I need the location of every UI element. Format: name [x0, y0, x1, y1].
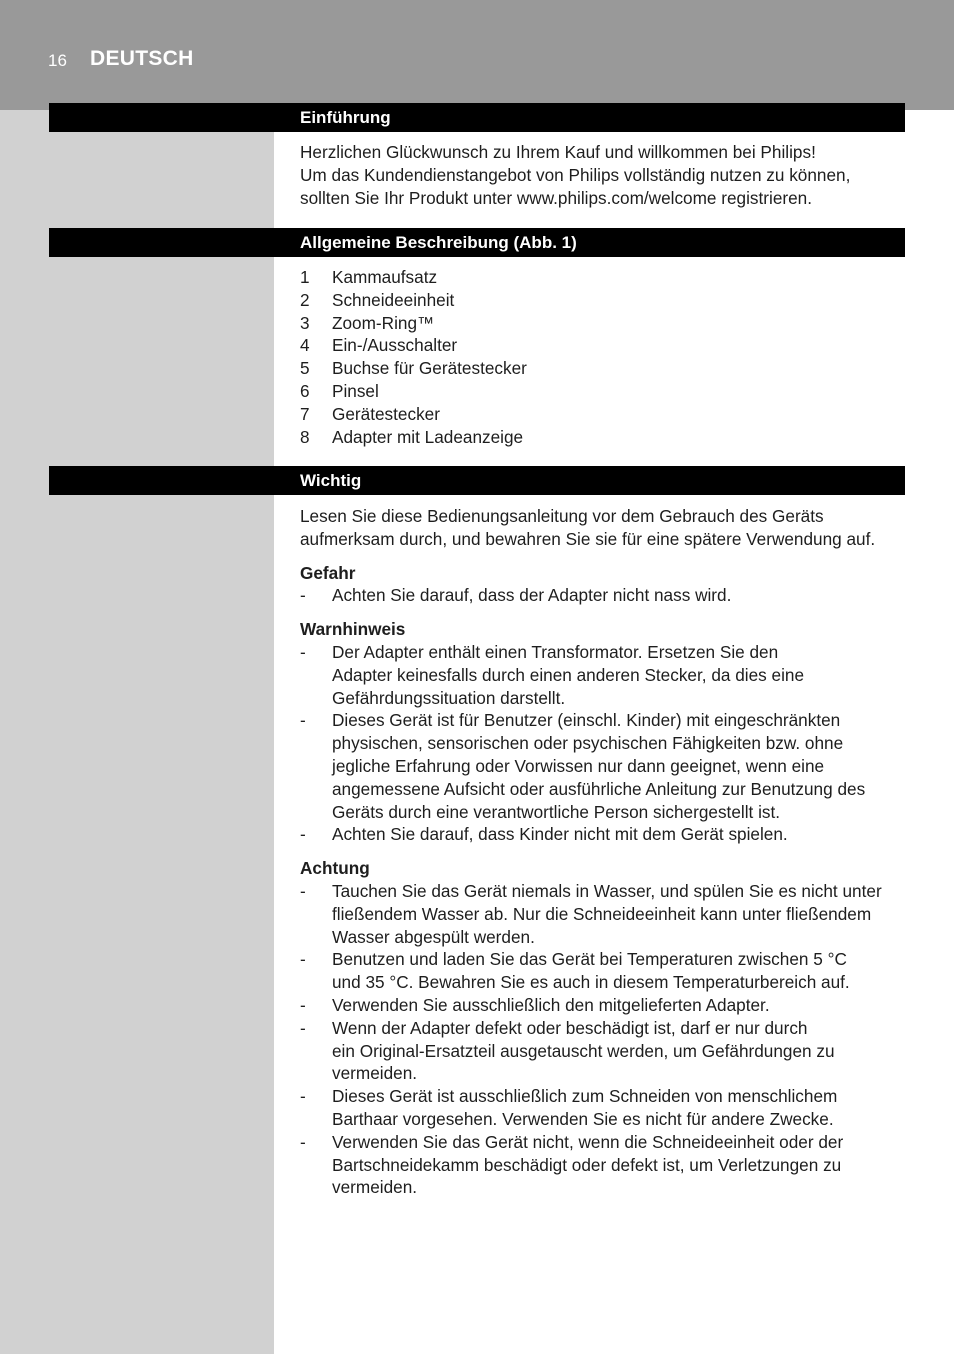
text-line: Lesen Sie diese Bedienungsanleitung vor dem Gebrauch des Geräts	[300, 506, 824, 526]
dash-bullet: -	[300, 1086, 306, 1107]
caution-heading: Achtung	[300, 858, 370, 879]
danger-heading: Gefahr	[300, 562, 356, 583]
caution-list	[300, 880, 900, 1199]
list-item	[300, 994, 900, 1017]
list-item	[300, 357, 900, 380]
left-margin-band	[0, 110, 274, 1354]
item-label: Zoom-Ring™	[332, 312, 435, 333]
text-line: Gefährdungssituation darstellt.	[332, 687, 566, 708]
section-bar-intro	[49, 103, 905, 132]
section-title: Allgemeine Beschreibung (Abb. 1)	[300, 233, 577, 252]
text-line: Verwenden Sie das Gerät nicht, wenn die Schneideeinheit oder der	[332, 1131, 844, 1152]
list-item	[300, 426, 900, 449]
text-line: Dieses Gerät ist ausschließlich zum Schneiden von menschlichem	[332, 1086, 838, 1107]
text-line: Tauchen Sie das Gerät niemals in Wasser, und spülen Sie es nicht unter	[332, 880, 882, 901]
list-item	[300, 584, 900, 607]
text-line: aufmerksam durch, und bewahren Sie sie für eine spätere Verwendung auf.	[300, 528, 876, 549]
dash-bullet: -	[300, 585, 306, 606]
section-bar-description	[49, 228, 905, 257]
text-line: Benutzen und laden Sie das Gerät bei Temperaturen zwischen 5 °C	[332, 949, 847, 970]
dash-bullet: -	[300, 824, 306, 845]
item-label: Pinsel	[332, 380, 379, 401]
list-item	[300, 334, 900, 357]
dash-bullet: -	[300, 641, 306, 662]
list-item	[300, 709, 900, 823]
dash-bullet: -	[300, 1017, 306, 1038]
item-number: 6	[300, 380, 310, 401]
item-number: 4	[300, 335, 310, 356]
list-item	[300, 312, 900, 335]
text-line: Herzlichen Glückwunsch zu Ihrem Kauf und willkommen bei Philips!	[300, 142, 816, 162]
section-bar-important	[49, 466, 905, 495]
item-label: Gerätestecker	[332, 403, 440, 424]
item-label: Buchse für Gerätestecker	[332, 358, 527, 379]
item-number: 3	[300, 312, 310, 333]
text-line: vermeiden.	[332, 1177, 418, 1198]
important-intro	[300, 505, 900, 551]
text-line: Geräts durch eine verantwortliche Person sichergestellt ist.	[332, 801, 781, 822]
item-label: Adapter mit Ladeanzeige	[332, 426, 524, 447]
text-line: Wenn der Adapter defekt oder beschädigt ist, darf er nur durch	[332, 1017, 808, 1038]
section-title: Einführung	[300, 108, 391, 127]
warning-heading: Warnhinweis	[300, 619, 406, 640]
list-item	[300, 266, 900, 289]
dash-bullet: -	[300, 710, 306, 731]
text-line: Um das Kundendienstangebot von Philips vollständig nutzen zu können,	[300, 164, 851, 185]
list-item	[300, 823, 900, 846]
text-line: angemessene Aufsicht oder ausführliche Anleitung zur Benutzung des	[332, 778, 866, 799]
intro-paragraph	[300, 141, 900, 209]
list-item	[300, 1017, 900, 1085]
text-line: Wasser abgespült werden.	[332, 926, 535, 947]
text-line: Barthaar vorgesehen. Verwenden Sie es nicht für andere Zwecke.	[332, 1108, 834, 1129]
item-number: 7	[300, 403, 310, 424]
dash-bullet: -	[300, 949, 306, 970]
list-item	[300, 380, 900, 403]
text-line: ein Original-Ersatzteil ausgetauscht werden, um Gefährdungen zu	[332, 1040, 835, 1061]
important-section	[300, 505, 900, 1199]
warning-list	[300, 641, 900, 846]
parts-list	[300, 266, 900, 448]
list-item	[300, 403, 900, 426]
text-line: Achten Sie darauf, dass Kinder nicht mit dem Gerät spielen.	[332, 824, 788, 845]
list-item	[300, 641, 900, 709]
danger-list	[300, 584, 900, 607]
item-number: 8	[300, 426, 310, 447]
description-section	[300, 266, 900, 448]
text-line: und 35 °C. Bewahren Sie es auch in diesem Temperaturbereich auf.	[332, 972, 850, 993]
language-heading: DEUTSCH	[90, 47, 194, 70]
text-line: Adapter keinesfalls durch einen anderen Stecker, da dies eine	[332, 664, 805, 685]
item-label: Ein-/Ausschalter	[332, 335, 458, 356]
item-number: 5	[300, 358, 310, 379]
list-item	[300, 880, 900, 948]
page-number: 16	[48, 51, 67, 70]
list-item	[300, 289, 900, 312]
item-label: Kammaufsatz	[332, 267, 438, 287]
text-line: fließendem Wasser ab. Nur die Schneideeinheit kann unter fließendem	[332, 903, 872, 924]
text-line: sollten Sie Ihr Produkt unter www.philips.com/welcome registrieren.	[300, 187, 813, 208]
item-label: Schneideeinheit	[332, 289, 455, 310]
dash-bullet: -	[300, 880, 306, 901]
intro-section	[300, 141, 900, 209]
text-line: Dieses Gerät ist für Benutzer (einschl. Kinder) mit eingeschränkten	[332, 710, 841, 731]
text-line: Verwenden Sie ausschließlich den mitgelieferten Adapter.	[332, 994, 770, 1015]
text-line: physischen, sensorischen oder psychischen Fähigkeiten bzw. ohne	[332, 733, 844, 754]
list-item	[300, 948, 900, 994]
text-line: Der Adapter enthält einen Transformator. Ersetzen Sie den	[332, 641, 779, 662]
list-item	[300, 1131, 900, 1199]
section-title: Wichtig	[300, 471, 362, 490]
text-line: Achten Sie darauf, dass der Adapter nicht nass wird.	[332, 585, 732, 606]
text-line: vermeiden.	[332, 1063, 418, 1084]
dash-bullet: -	[300, 1131, 306, 1152]
item-number: 1	[300, 267, 310, 287]
dash-bullet: -	[300, 994, 306, 1015]
text-line: jegliche Erfahrung oder Vorwissen nur dann geeignet, wenn eine	[332, 755, 825, 776]
list-item	[300, 1085, 900, 1131]
text-line: Bartschneidekamm beschädigt oder defekt ist, um Verletzungen zu	[332, 1154, 842, 1175]
item-number: 2	[300, 289, 310, 310]
